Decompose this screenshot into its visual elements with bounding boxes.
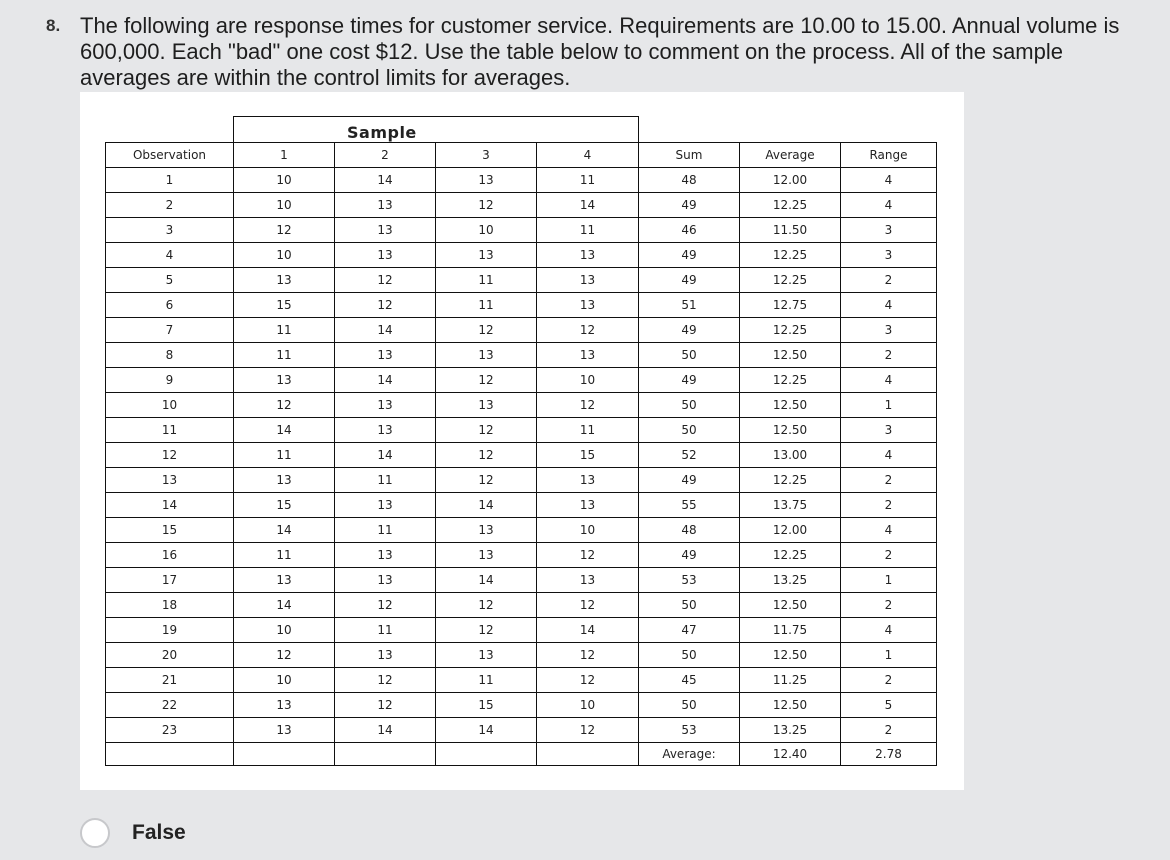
column-header: Range xyxy=(841,143,937,168)
table-cell: 11 xyxy=(537,418,639,443)
table-cell: 2 xyxy=(841,668,937,693)
table-cell: 12 xyxy=(436,193,537,218)
table-cell: 13 xyxy=(335,418,436,443)
table-row xyxy=(106,468,937,493)
table-cell: 22 xyxy=(106,693,234,718)
table-row xyxy=(106,593,937,618)
table-cell: 2 xyxy=(841,343,937,368)
table-cell: 13.25 xyxy=(740,718,841,743)
table-cell: 12 xyxy=(537,543,639,568)
table-cell: 23 xyxy=(106,718,234,743)
table-cell: 14 xyxy=(335,318,436,343)
table-cell: 13 xyxy=(234,718,335,743)
table-cell: 13 xyxy=(234,568,335,593)
table-cell: 11 xyxy=(335,618,436,643)
table-cell: 12 xyxy=(335,268,436,293)
table-cell: 13 xyxy=(436,343,537,368)
table-row xyxy=(106,718,937,743)
empty-cell xyxy=(106,743,234,766)
table-cell: 11 xyxy=(335,468,436,493)
table-cell: 12 xyxy=(234,393,335,418)
table-cell: 11 xyxy=(234,343,335,368)
table-cell: 13 xyxy=(537,568,639,593)
table-cell: 12 xyxy=(436,468,537,493)
table-cell: 11 xyxy=(234,543,335,568)
table-cell: 12 xyxy=(537,593,639,618)
table-cell: 13 xyxy=(234,268,335,293)
radio-button[interactable] xyxy=(80,818,110,848)
question-text: The following are response times for customer service. Requirements are 10.00 to 15.00. Annual volume is 600,000. Each "bad" one cost $12. Use the table below to comment on the process. All of the sample averages are within the control limits for averages. xyxy=(80,13,1120,90)
response-times-table xyxy=(105,116,937,766)
table-cell: 12.50 xyxy=(740,393,841,418)
table-cell: 45 xyxy=(639,668,740,693)
table-cell: 13 xyxy=(335,218,436,243)
table-row xyxy=(106,168,937,193)
table-cell: 4 xyxy=(841,168,937,193)
table-cell: 11 xyxy=(335,518,436,543)
table-cell: 12.00 xyxy=(740,518,841,543)
table-cell: 50 xyxy=(639,593,740,618)
table-cell: 53 xyxy=(639,718,740,743)
table-row xyxy=(106,518,937,543)
table-cell: 13 xyxy=(335,243,436,268)
table-row xyxy=(106,493,937,518)
table-cell: 13 xyxy=(537,493,639,518)
table-cell: 47 xyxy=(639,618,740,643)
table-cell: 13 xyxy=(335,643,436,668)
table-cell: 13.75 xyxy=(740,493,841,518)
table-cell: 16 xyxy=(106,543,234,568)
table-row xyxy=(106,668,937,693)
table-cell: 4 xyxy=(841,443,937,468)
table-cell: 11 xyxy=(106,418,234,443)
table-cell: 12 xyxy=(335,668,436,693)
table-cell: 12.50 xyxy=(740,643,841,668)
table-cell: 12.25 xyxy=(740,468,841,493)
table-cell: 3 xyxy=(841,318,937,343)
table-cell: 13 xyxy=(106,468,234,493)
column-header: Sum xyxy=(639,143,740,168)
table-cell: 51 xyxy=(639,293,740,318)
table-cell: 12 xyxy=(537,393,639,418)
table-cell: 12 xyxy=(234,218,335,243)
question-number: 8. xyxy=(46,16,61,35)
table-cell: 12.25 xyxy=(740,243,841,268)
table-cell: 15 xyxy=(106,518,234,543)
table-cell: 53 xyxy=(639,568,740,593)
table-cell: 12.75 xyxy=(740,293,841,318)
table-cell: 1 xyxy=(841,393,937,418)
table-cell: 13 xyxy=(436,393,537,418)
table-cell: 12 xyxy=(436,618,537,643)
table-cell: 15 xyxy=(234,293,335,318)
table-cell: 21 xyxy=(106,668,234,693)
column-header-row xyxy=(106,143,937,168)
column-header: 1 xyxy=(234,143,335,168)
table-cell: 2 xyxy=(841,543,937,568)
table-cell: 12 xyxy=(436,318,537,343)
table-cell: 4 xyxy=(841,518,937,543)
table-cell: 10 xyxy=(436,218,537,243)
table-cell: 1 xyxy=(841,643,937,668)
table-cell: 10 xyxy=(234,193,335,218)
table-cell: 13.00 xyxy=(740,443,841,468)
table-cell: 12 xyxy=(436,443,537,468)
table-cell: 12 xyxy=(436,368,537,393)
table-row xyxy=(106,568,937,593)
table-cell: 13 xyxy=(335,568,436,593)
table-cell: 14 xyxy=(436,718,537,743)
table-cell: 18 xyxy=(106,593,234,618)
table-cell: 13 xyxy=(436,643,537,668)
table-cell: 14 xyxy=(335,368,436,393)
table-cell: 11 xyxy=(537,168,639,193)
table-cell: 13 xyxy=(335,543,436,568)
table-row xyxy=(106,618,937,643)
table-cell: 48 xyxy=(639,518,740,543)
table-cell: 2 xyxy=(841,493,937,518)
table-cell: 12.25 xyxy=(740,543,841,568)
table-cell: 49 xyxy=(639,468,740,493)
table-cell: 4 xyxy=(841,368,937,393)
table-cell: 11 xyxy=(436,268,537,293)
table-cell: 11 xyxy=(537,218,639,243)
table-cell: 2 xyxy=(841,593,937,618)
table-cell: 12 xyxy=(436,593,537,618)
sample-header-row xyxy=(106,117,937,143)
table-cell: 11.50 xyxy=(740,218,841,243)
average-range: 2.78 xyxy=(841,743,937,766)
table-cell: 12.50 xyxy=(740,593,841,618)
table-cell: 49 xyxy=(639,368,740,393)
average-row xyxy=(106,743,937,766)
table-cell: 10 xyxy=(234,243,335,268)
table-cell: 11 xyxy=(436,293,537,318)
average-label: Average: xyxy=(639,743,740,766)
table-cell: 13 xyxy=(335,493,436,518)
table-cell: 4 xyxy=(106,243,234,268)
table-cell: 3 xyxy=(841,243,937,268)
table-cell: 13 xyxy=(234,468,335,493)
table-cell: 49 xyxy=(639,268,740,293)
empty-cell xyxy=(335,743,436,766)
table-cell: 12.50 xyxy=(740,693,841,718)
table-cell: 10 xyxy=(537,368,639,393)
table-cell: 14 xyxy=(335,168,436,193)
table-row xyxy=(106,643,937,668)
table-cell: 14 xyxy=(537,193,639,218)
table-cell: 12 xyxy=(537,643,639,668)
table-cell: 13 xyxy=(537,468,639,493)
table-cell: 52 xyxy=(639,443,740,468)
table-cell: 13 xyxy=(234,368,335,393)
table-cell: 13.25 xyxy=(740,568,841,593)
table-cell: 4 xyxy=(841,618,937,643)
table-row xyxy=(106,393,937,418)
table-cell: 12.50 xyxy=(740,343,841,368)
table-cell: 13 xyxy=(436,243,537,268)
table-cell: 13 xyxy=(537,293,639,318)
table-cell: 13 xyxy=(436,543,537,568)
table-cell: 10 xyxy=(537,518,639,543)
table-cell: 46 xyxy=(639,218,740,243)
table-cell: 50 xyxy=(639,693,740,718)
table-cell: 12 xyxy=(335,693,436,718)
table-cell: 4 xyxy=(841,293,937,318)
table-cell: 13 xyxy=(537,343,639,368)
table-cell: 2 xyxy=(841,468,937,493)
empty-cell xyxy=(234,743,335,766)
table-cell: 13 xyxy=(335,193,436,218)
table-cell: 9 xyxy=(106,368,234,393)
table-cell: 13 xyxy=(436,168,537,193)
table-cell: 14 xyxy=(106,493,234,518)
table-cell: 12 xyxy=(106,443,234,468)
table-cell: 14 xyxy=(335,718,436,743)
average-value: 12.40 xyxy=(740,743,841,766)
table-cell: 50 xyxy=(639,418,740,443)
table-cell: 49 xyxy=(639,243,740,268)
table-cell: 20 xyxy=(106,643,234,668)
table-cell: 14 xyxy=(335,443,436,468)
table-cell: 11 xyxy=(234,318,335,343)
table-row xyxy=(106,693,937,718)
table-cell: 11 xyxy=(234,443,335,468)
table-cell: 17 xyxy=(106,568,234,593)
sample-header: Sample xyxy=(234,117,639,143)
column-header: 2 xyxy=(335,143,436,168)
table-cell: 11 xyxy=(436,668,537,693)
table-cell: 15 xyxy=(234,493,335,518)
table-row xyxy=(106,443,937,468)
table-cell: 50 xyxy=(639,343,740,368)
table-cell: 10 xyxy=(234,668,335,693)
table-cell: 13 xyxy=(335,343,436,368)
table-cell: 55 xyxy=(639,493,740,518)
table-cell: 12.50 xyxy=(740,418,841,443)
table-cell: 3 xyxy=(841,218,937,243)
table-row xyxy=(106,268,937,293)
table-cell: 1 xyxy=(106,168,234,193)
table-cell: 14 xyxy=(436,568,537,593)
table-cell: 14 xyxy=(537,618,639,643)
table-image-panel xyxy=(80,92,964,790)
table-cell: 49 xyxy=(639,543,740,568)
table-cell: 14 xyxy=(436,493,537,518)
table-cell: 12 xyxy=(537,318,639,343)
table-row xyxy=(106,218,937,243)
empty-cell xyxy=(537,743,639,766)
table-cell: 12 xyxy=(234,643,335,668)
table-row xyxy=(106,193,937,218)
table-cell: 12.25 xyxy=(740,318,841,343)
table-cell: 15 xyxy=(537,443,639,468)
table-row xyxy=(106,418,937,443)
table-cell: 13 xyxy=(537,243,639,268)
table-cell: 13 xyxy=(335,393,436,418)
table-row xyxy=(106,293,937,318)
table-cell: 8 xyxy=(106,343,234,368)
table-cell: 15 xyxy=(436,693,537,718)
table-cell: 1 xyxy=(841,568,937,593)
table-cell: 5 xyxy=(841,693,937,718)
column-header: Observation xyxy=(106,143,234,168)
table-cell: 13 xyxy=(436,518,537,543)
table-cell: 3 xyxy=(106,218,234,243)
table-cell: 14 xyxy=(234,418,335,443)
table-cell: 12 xyxy=(335,593,436,618)
table-cell: 50 xyxy=(639,643,740,668)
table-cell: 12.25 xyxy=(740,268,841,293)
table-row xyxy=(106,543,937,568)
table-cell: 6 xyxy=(106,293,234,318)
table-cell: 12.25 xyxy=(740,193,841,218)
table-cell: 48 xyxy=(639,168,740,193)
table-cell: 12 xyxy=(335,293,436,318)
table-cell: 2 xyxy=(841,268,937,293)
table-cell: 4 xyxy=(841,193,937,218)
column-header: 4 xyxy=(537,143,639,168)
table-row xyxy=(106,243,937,268)
table-cell: 7 xyxy=(106,318,234,343)
table-cell: 2 xyxy=(106,193,234,218)
table-cell: 2 xyxy=(841,718,937,743)
empty-cell xyxy=(436,743,537,766)
table-cell: 12 xyxy=(537,668,639,693)
table-cell: 14 xyxy=(234,593,335,618)
table-row xyxy=(106,343,937,368)
column-header: 3 xyxy=(436,143,537,168)
column-header: Average xyxy=(740,143,841,168)
table-cell: 50 xyxy=(639,393,740,418)
table-cell: 10 xyxy=(234,168,335,193)
table-cell: 10 xyxy=(106,393,234,418)
table-cell: 10 xyxy=(537,693,639,718)
table-cell: 12 xyxy=(436,418,537,443)
table-cell: 11.25 xyxy=(740,668,841,693)
table-cell: 5 xyxy=(106,268,234,293)
table-cell: 3 xyxy=(841,418,937,443)
table-cell: 49 xyxy=(639,318,740,343)
table-cell: 14 xyxy=(234,518,335,543)
question-block xyxy=(46,13,1156,91)
table-cell: 12.25 xyxy=(740,368,841,393)
table-cell: 10 xyxy=(234,618,335,643)
answer-option-false[interactable] xyxy=(80,818,186,848)
table-row xyxy=(106,368,937,393)
answer-label: False xyxy=(132,821,186,844)
table-row xyxy=(106,318,937,343)
table-cell: 12.00 xyxy=(740,168,841,193)
table-cell: 49 xyxy=(639,193,740,218)
table-cell: 13 xyxy=(234,693,335,718)
table-cell: 11.75 xyxy=(740,618,841,643)
table-cell: 12 xyxy=(537,718,639,743)
table-cell: 13 xyxy=(537,268,639,293)
table-cell: 19 xyxy=(106,618,234,643)
